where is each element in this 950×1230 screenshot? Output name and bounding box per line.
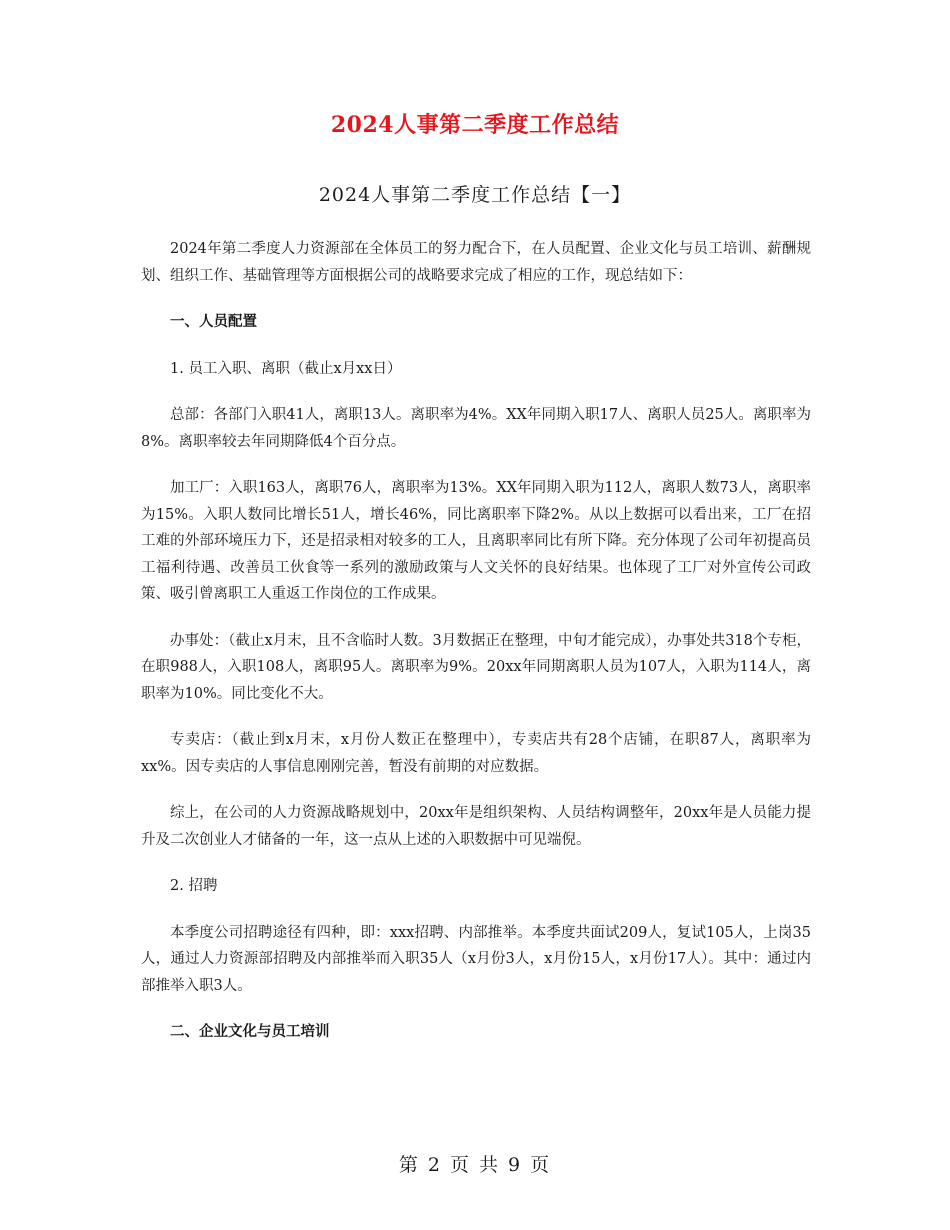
paragraph-headquarters: 总部：各部门入职41人，离职13人。离职率为4%。XX年同期入职17人、离职人员25人。离职率为8%。离职率较去年同期降低4个百分点。 [141, 407, 811, 450]
document-title: 2024人事第二季度工作总结 [330, 112, 620, 138]
paragraph-recruitment: 本季度公司招聘途径有四种，即：xxx招聘、内部推举。本季度共面试209人，复试105人，上岗35人，通过人力资源部招聘及内部推举而入职35人（x月份3人，x月份15人，x月份17人）。其中：通过内部推举入职3人。 [141, 924, 811, 994]
subsection-heading-onboarding: 1. 员工入职、离职（截止x月xx日） [170, 360, 402, 377]
paragraph-office: 办事处：（截止x月末，且不含临时人数。3月数据正在整理，中旬才能完成），办事处共318个专柜，在职988人，入职108人，离职95人。离职率为9%。20xx年同期离职人员为107人，入职为114人，离职率为10%。同比变化不大。 [141, 632, 811, 702]
intro-paragraph: 2024年第二季度人力资源部在全体员工的努力配合下，在人员配置、企业文化与员工培训、薪酬规划、组织工作、基础管理等方面根据公司的战略要求完成了相应的工作，现总结如下： [141, 241, 811, 284]
paragraph-summary: 综上，在公司的人力资源战略规划中，20xx年是组织架构、人员结构调整年，20xx年是人员能力提升及二次创业人才储备的一年，这一点从上述的入职数据中可见端倪。 [141, 805, 811, 848]
document-body [141, 236, 811, 1066]
section-heading-staffing: 一、人员配置 [170, 313, 257, 330]
page-footer: 第 2 页 共 9 页 [398, 1154, 552, 1176]
section-heading-culture-training: 二、企业文化与员工培训 [170, 1023, 330, 1040]
paragraph-factory: 加工厂：入职163人，离职76人，离职率为13%。XX年同期入职为112人，离职人数73人，离职率为15%。入职人数同比增长51人，增长46%，同比离职率下降2%。从以上数据可以看出来，工厂在招工难的外部环境压力下，还是招录相对较多的工人，且离职率同比有所下降。充分体现了公司年初提高员工福利待遇、改善员工伙食等一系列的激励政策与人文关怀的良好结果。也体现了工厂对外宣传公司政策、吸引曾离职工人重返工作岗位的工作成果。 [141, 480, 811, 602]
paragraph-stores: 专卖店：（截止到x月末，x月份人数正在整理中），专卖店共有28个店铺，在职87人，离职率为xx%。因专卖店的人事信息刚刚完善，暂没有前期的对应数据。 [141, 732, 811, 775]
document-subtitle: 2024人事第二季度工作总结【一】 [318, 184, 632, 206]
subsection-heading-recruitment: 2. 招聘 [170, 878, 218, 894]
